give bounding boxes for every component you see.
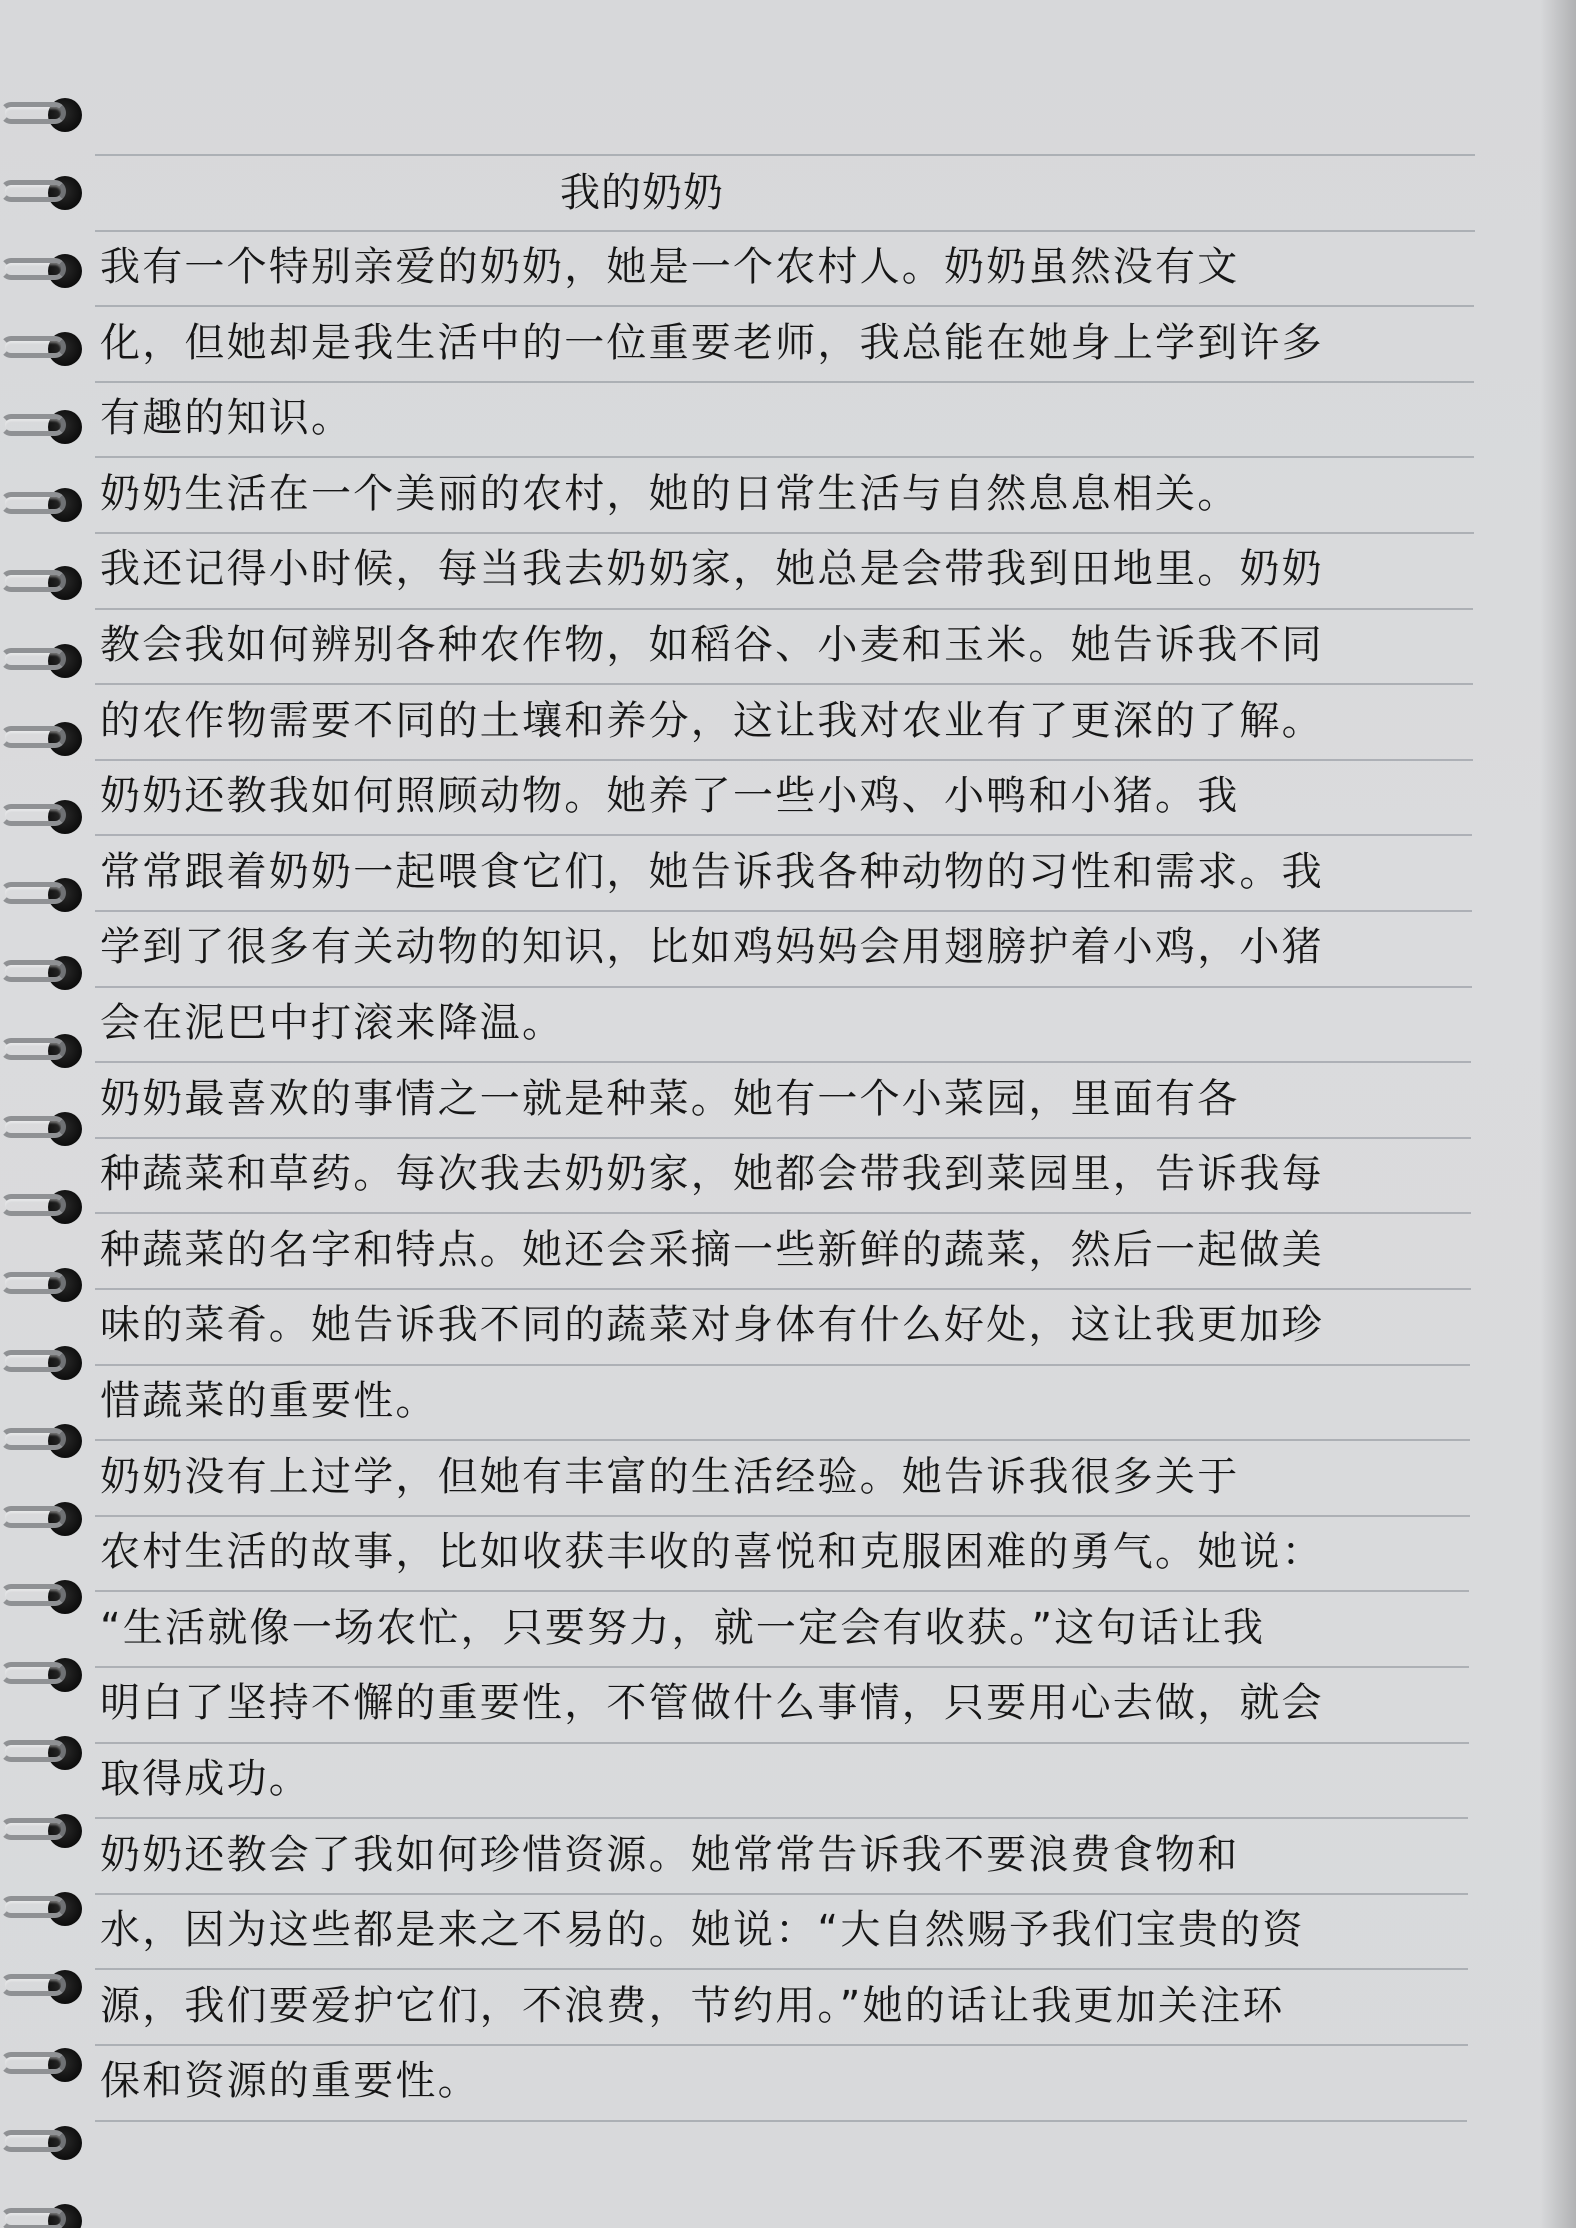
essay-line: 农村生活的故事，比如收获丰收的喜悦和克服困难的勇气。她说： [100, 1529, 1324, 1576]
essay-line: “生活就像一场农忙，只要努力，就一定会有收获。”这句话让我 [100, 1604, 1266, 1651]
essay-line: 奶奶还教会了我如何珍惜资源。她常常告诉我不要浪费食物和 [100, 1831, 1240, 1878]
essay-line: 我还记得小时候，每当我去奶奶家，她总是会带我到田地里。奶奶 [100, 546, 1324, 593]
spiral-ring [0, 1964, 92, 2008]
spiral-wire [0, 1896, 66, 1918]
spiral-ring [0, 872, 92, 916]
essay-line: 教会我如何辨别各种农作物，如稻谷、小麦和玉米。她告诉我不同 [100, 622, 1324, 668]
spiral-wire [0, 1740, 66, 1762]
spiral-ring [0, 326, 92, 370]
spiral-ring [0, 560, 92, 604]
spiral-wire [0, 1818, 66, 1840]
handwritten-essay [100, 0, 1480, 2228]
spiral-ring [0, 716, 92, 760]
essay-line: 明白了坚持不懈的重要性，不管做什么事情，只要用心去做，就会 [100, 1680, 1324, 1727]
essay-line: 保和资源的重要性。 [100, 2058, 480, 2105]
essay-line: 奶奶生活在一个美丽的农村，她的日常生活与自然息息相关。 [100, 470, 1240, 517]
spiral-wire [0, 1038, 66, 1060]
essay-title: 我的奶奶 [560, 170, 724, 216]
spiral-ring [0, 248, 92, 292]
spiral-wire [0, 1428, 66, 1450]
spiral-wire [0, 258, 66, 280]
spiral-wire [0, 336, 66, 358]
spiral-binding [0, 0, 95, 2228]
spiral-wire [0, 1272, 66, 1294]
essay-line: 味的菜肴。她告诉我不同的蔬菜对身体有什么好处，这让我更加珍 [100, 1302, 1324, 1349]
spiral-wire [0, 2052, 66, 2074]
spiral-wire [0, 1194, 66, 1216]
essay-line: 种蔬菜的名字和特点。她还会采摘一些新鲜的蔬菜，然后一起做美 [100, 1226, 1324, 1273]
spiral-ring [0, 1028, 92, 1072]
essay-line: 种蔬菜和草药。每次我去奶奶家，她都会带我到菜园里，告诉我每 [100, 1151, 1324, 1198]
essay-line: 的农作物需要不同的土壤和养分，这让我对农业有了更深的了解。 [100, 697, 1324, 744]
spiral-ring [0, 1652, 92, 1696]
essay-line: 我有一个特别亲爱的奶奶，她是一个农村人。奶奶虽然没有文 [100, 244, 1240, 290]
spiral-wire [0, 1506, 66, 1528]
essay-line: 水，因为这些都是来之不易的。她说：“大自然赐予我们宝贵的资 [100, 1907, 1305, 1954]
spiral-ring [0, 1730, 92, 1774]
spiral-wire [0, 1584, 66, 1606]
spiral-wire [0, 414, 66, 436]
spiral-wire [0, 2208, 66, 2228]
essay-line: 学到了很多有关动物的知识，比如鸡妈妈会用翅膀护着小鸡，小猪 [100, 924, 1324, 971]
spiral-wire [0, 102, 66, 124]
spiral-ring [0, 404, 92, 448]
essay-line: 奶奶最喜欢的事情之一就是种菜。她有一个小菜园，里面有各 [100, 1075, 1240, 1122]
spiral-ring [0, 638, 92, 682]
essay-line: 化，但她却是我生活中的一位重要老师，我总能在她身上学到许多 [100, 319, 1324, 366]
spiral-wire [0, 1116, 66, 1138]
spiral-ring [0, 1574, 92, 1618]
spiral-ring [0, 794, 92, 838]
essay-line: 有趣的知识。 [100, 395, 354, 442]
spiral-ring [0, 2120, 92, 2164]
spiral-wire [0, 1662, 66, 1684]
spiral-wire [0, 492, 66, 514]
spiral-wire [0, 570, 66, 592]
essay-line: 常常跟着奶奶一起喂食它们，她告诉我各种动物的习性和需求。我 [100, 848, 1324, 895]
spiral-ring [0, 1886, 92, 1930]
spiral-wire [0, 960, 66, 982]
spiral-ring [0, 1808, 92, 1852]
spiral-ring [0, 1262, 92, 1306]
essay-line: 惜蔬菜的重要性。 [100, 1378, 438, 1424]
spiral-ring [0, 1340, 92, 1384]
paper-edge-shadow [1540, 0, 1576, 2228]
spiral-ring [0, 1418, 92, 1462]
spiral-ring [0, 950, 92, 994]
spiral-ring [0, 1106, 92, 1150]
spiral-ring [0, 1496, 92, 1540]
spiral-ring [0, 482, 92, 526]
spiral-wire [0, 180, 66, 202]
essay-line: 奶奶还教我如何照顾动物。她养了一些小鸡、小鸭和小猪。我 [100, 773, 1240, 820]
spiral-wire [0, 804, 66, 826]
spiral-wire [0, 2130, 66, 2152]
essay-line: 源，我们要爱护它们，不浪费，节约用。”她的话让我更加关注环 [100, 1982, 1285, 2029]
spiral-ring [0, 92, 92, 136]
essay-line: 奶奶没有上过学，但她有丰富的生活经验。她告诉我很多关于 [100, 1453, 1240, 1500]
spiral-wire [0, 648, 66, 670]
spiral-wire [0, 1350, 66, 1372]
essay-line: 取得成功。 [100, 1756, 311, 1802]
spiral-wire [0, 726, 66, 748]
spiral-ring [0, 1184, 92, 1228]
spiral-wire [0, 882, 66, 904]
spiral-ring [0, 170, 92, 214]
spiral-wire [0, 1974, 66, 1996]
spiral-ring [0, 2198, 92, 2228]
spiral-ring [0, 2042, 92, 2086]
essay-line: 会在泥巴中打滚来降温。 [100, 1000, 565, 1046]
